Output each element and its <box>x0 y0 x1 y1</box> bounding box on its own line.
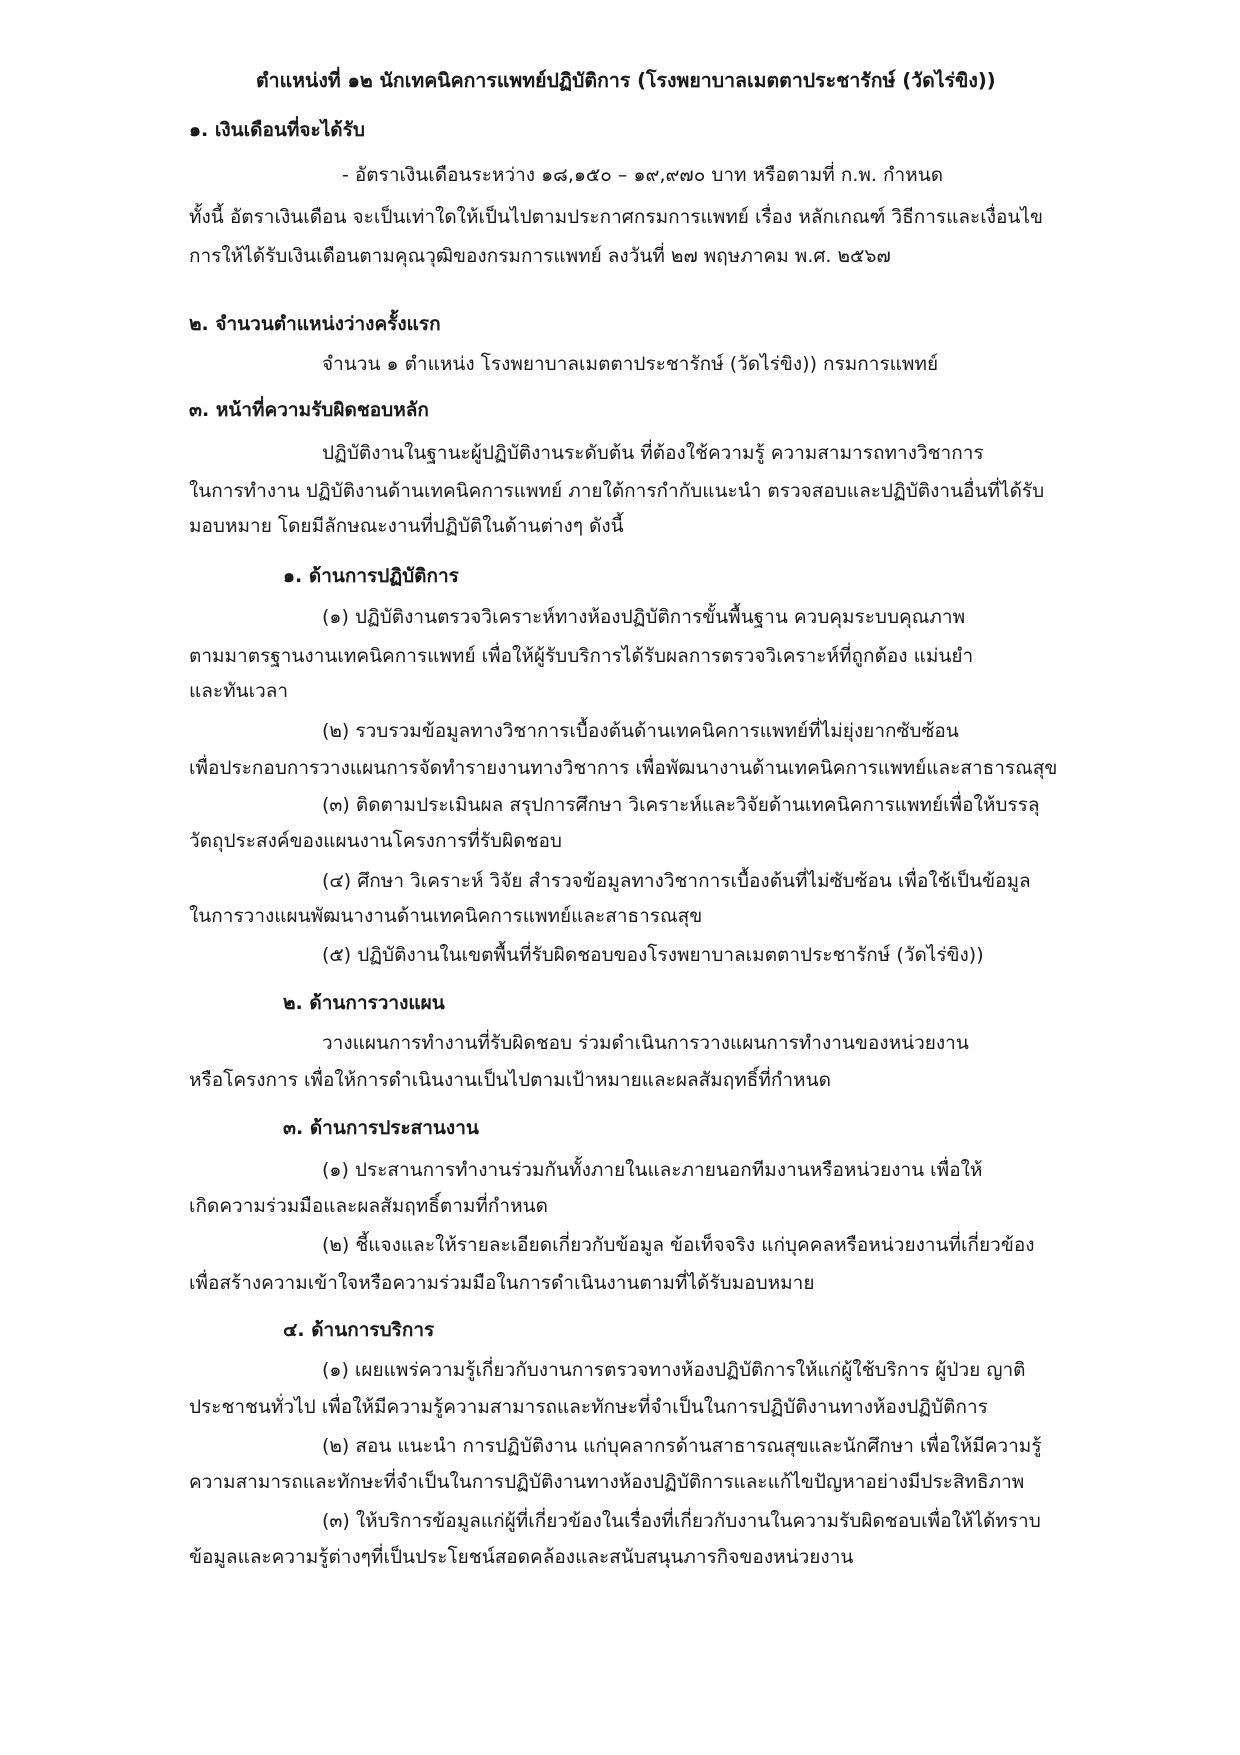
coordination-line-3: (๒) ชี้แจงและให้รายละเอียดเกี่ยวกับข้อมูล ข้อเท็จจริง แก่บุคคลหรือหน่วยงานที่เกี่ยวข้อง <box>322 1234 1035 1256</box>
subsection-operations-heading: ๑. ด้านการปฏิบัติการ <box>283 565 459 587</box>
service-line-3: (๒) สอน แนะนำ การปฏิบัติงาน แก่บุคลากรด้านสาธารณสุขและนักศึกษา เพื่อให้มีความรู้ <box>322 1435 1042 1457</box>
operations-line-4: (๒) รวบรวมข้อมูลทางวิชาการเบื้องต้นด้านเทคนิคการแพทย์ที่ไม่ยุ่งยากซับซ้อน <box>322 720 959 742</box>
section-2-heading: ๒. จำนวนตำแหน่งว่างครั้งแรก <box>189 313 441 335</box>
section-3-heading: ๓. หน้าที่ความรับผิดชอบหลัก <box>189 399 429 421</box>
operations-line-2: ตามมาตรฐานงานเทคนิคการแพทย์ เพื่อให้ผู้รับบริการได้รับผลการตรวจวิเคราะห์ที่ถูกต้อง แม่นยำ <box>189 645 974 667</box>
vacancy-line: จำนวน ๑ ตำแหน่ง โรงพยาบาลเมตตาประชารักษ์ (วัดไร่ขิง)) กรมการแพทย์ <box>322 353 939 375</box>
salary-line-3: การให้ได้รับเงินเดือนตามคุณวุฒิของกรมการแพทย์ ลงวันที่ ๒๗ พฤษภาคม พ.ศ. ๒๕๖๗ <box>189 245 891 267</box>
operations-line-3: และทันเวลา <box>189 680 289 702</box>
operations-line-9: ในการวางแผนพัฒนางานด้านเทคนิคการแพทย์และสาธารณสุข <box>189 905 703 927</box>
coordination-line-4: เพื่อสร้างความเข้าใจหรือความร่วมมือในการดำเนินงานตามที่ได้รับมอบหมาย <box>189 1272 815 1294</box>
operations-line-10: (๕) ปฏิบัติงานในเขตพื้นที่รับผิดชอบของโรงพยาบาลเมตตาประชารักษ์ (วัดไร่ขิง)) <box>322 944 984 966</box>
salary-line-2: ทั้งนี้ อัตราเงินเดือน จะเป็นเท่าใดให้เป็นไปตามประกาศกรมการแพทย์ เรื่อง หลักเกณฑ์ วิธีการและเงื่อนไข <box>189 206 1043 228</box>
operations-line-5: เพื่อประกอบการวางแผนการจัดทำรายงานทางวิชาการ เพื่อพัฒนางานด้านเทคนิคการแพทย์และสาธารณสุข <box>189 757 1058 779</box>
subsection-coordination-heading: ๓. ด้านการประสานงาน <box>283 1117 479 1139</box>
duties-intro-line-3: มอบหมาย โดยมีลักษณะงานที่ปฏิบัติในด้านต่างๆ ดังนี้ <box>189 515 624 537</box>
service-line-5: (๓) ให้บริการข้อมูลแก่ผู้ที่เกี่ยวข้องในเรื่องที่เกี่ยวกับงานในความรับผิดชอบเพื่อให้ได้ทราบ <box>322 1510 1041 1532</box>
service-line-4: ความสามารถและทักษะที่จำเป็นในการปฏิบัติงานทางห้องปฏิบัติการและแก้ไขปัญหาอย่างมีประสิทธิภาพ <box>189 1471 1025 1493</box>
page-title: ตำแหน่งที่ ๑๒ นักเทคนิคการแพทย์ปฏิบัติการ (โรงพยาบาลเมตตาประชารักษ์ (วัดไร่ขิง)) <box>256 69 996 92</box>
coordination-line-2: เกิดความร่วมมือและผลสัมฤทธิ์ตามที่กำหนด <box>189 1195 548 1217</box>
operations-line-1: (๑) ปฏิบัติงานตรวจวิเคราะห์ทางห้องปฏิบัติการขั้นพื้นฐาน ควบคุมระบบคุณภาพ <box>322 606 966 628</box>
salary-line-1: - อัตราเงินเดือนระหว่าง ๑๘,๑๕๐ – ๑๙,๙๗๐ บาท หรือตามที่ ก.พ. กำหนด <box>342 164 944 186</box>
duties-intro-line-1: ปฏิบัติงานในฐานะผู้ปฏิบัติงานระดับต้น ที่ต้องใช้ความรู้ ความสามารถทางวิชาการ <box>322 442 984 464</box>
service-line-6: ข้อมูลและความรู้ต่างๆที่เป็นประโยชน์สอดคล้องและสนับสนุนภารกิจของหน่วยงาน <box>189 1546 854 1568</box>
subsection-service-heading: ๔. ด้านการบริการ <box>283 1319 435 1341</box>
section-1-heading: ๑. เงินเดือนที่จะได้รับ <box>189 119 365 141</box>
service-line-2: ประชาชนทั่วไป เพื่อให้มีความรู้ความสามารถและทักษะที่จำเป็นในการปฏิบัติงานทางห้องปฏิบัติการ <box>189 1396 988 1418</box>
operations-line-8: (๔) ศึกษา วิเคราะห์ วิจัย สำรวจข้อมูลทางวิชาการเบื้องต้นที่ไม่ซับซ้อน เพื่อใช้เป็นข้อมูล <box>322 870 1031 892</box>
subsection-planning-heading: ๒. ด้านการวางแผน <box>283 992 445 1014</box>
operations-line-7: วัตถุประสงค์ของแผนงานโครงการที่รับผิดชอบ <box>189 830 562 852</box>
service-line-1: (๑) เผยแพร่ความรู้เกี่ยวกับงานการตรวจทางห้องปฏิบัติการให้แก่ผู้ใช้บริการ ผู้ป่วย ญาติ <box>322 1359 1026 1381</box>
operations-line-6: (๓) ติดตามประเมินผล สรุปการศึกษา วิเคราะห์และวิจัยด้านเทคนิคการแพทย์เพื่อให้บรรลุ <box>322 794 1040 816</box>
coordination-line-1: (๑) ประสานการทำงานร่วมกันทั้งภายในและภายนอกทีมงานหรือหน่วยงาน เพื่อให้ <box>322 1159 983 1181</box>
duties-intro-line-2: ในการทำงาน ปฏิบัติงานด้านเทคนิคการแพทย์ ภายใต้การกำกับแนะนำ ตรวจสอบและปฏิบัติงานอื่นที่ได้รับ <box>189 480 1045 502</box>
planning-line-1: วางแผนการทำงานที่รับผิดชอบ ร่วมดำเนินการวางแผนการทำงานของหน่วยงาน <box>322 1032 969 1054</box>
planning-line-2: หรือโครงการ เพื่อให้การดำเนินงานเป็นไปตามเป้าหมายและผลสัมฤทธิ์ที่กำหนด <box>189 1069 831 1091</box>
